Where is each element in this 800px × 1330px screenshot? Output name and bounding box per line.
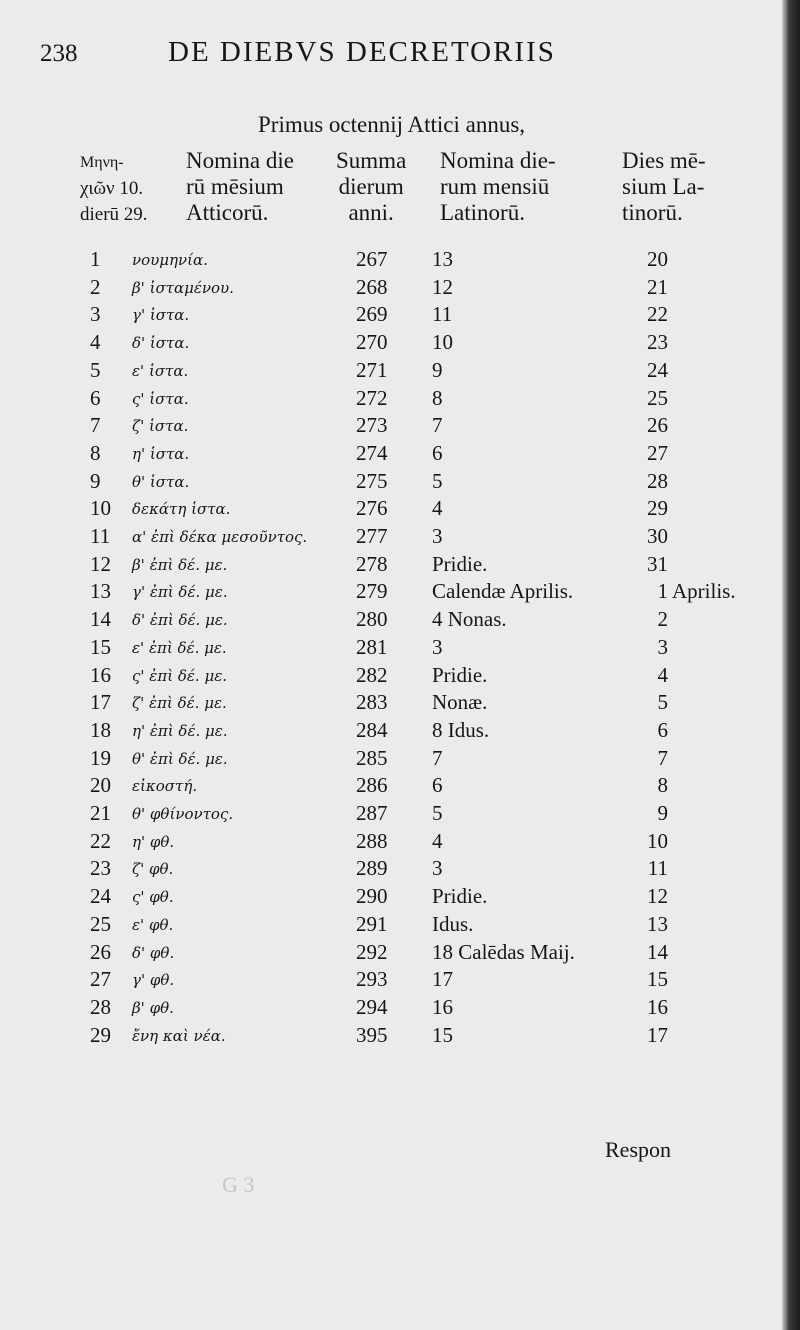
header-line: rum mensiū <box>440 174 550 199</box>
latin-day-name: 8 <box>432 385 443 410</box>
table-row <box>0 829 782 859</box>
greek-day-name: β' φθ. <box>132 998 174 1017</box>
greek-day-name: θ' φθίνοντος. <box>132 805 234 823</box>
greek-day-name: β' ἱσταμένου. <box>132 278 234 297</box>
row-number: 8 <box>90 440 101 465</box>
latin-day-name: 4 <box>432 496 443 521</box>
day-of-year: 286 <box>356 773 388 798</box>
header-line: Nomina die <box>186 148 294 173</box>
greek-day-name: δ' ἐπὶ δέ. με. <box>132 611 228 630</box>
page-number: 238 <box>40 40 78 67</box>
greek-day-name: εἰκοστή. <box>132 777 198 796</box>
table-row <box>0 386 782 416</box>
table-row <box>0 441 782 471</box>
table-row <box>0 773 782 803</box>
greek-day-name: δ' ἱστα. <box>132 334 190 353</box>
greek-day-name: δ' φθ. <box>132 943 175 962</box>
latin-day-name: Pridie. <box>432 884 488 909</box>
day-of-year: 278 <box>356 551 388 576</box>
latin-day-name: 6 <box>432 440 443 465</box>
latin-day-name: 10 <box>432 330 453 355</box>
greek-day-name: ζ' ἱστα. <box>132 417 189 436</box>
latin-day-number: 10 <box>647 828 668 853</box>
row-number: 24 <box>90 884 111 909</box>
row-number: 11 <box>90 524 111 548</box>
table-row <box>0 247 782 277</box>
latin-day-name: 12 <box>432 274 453 299</box>
greek-day-name: η' φθ. <box>132 832 175 851</box>
day-of-year: 272 <box>356 385 388 410</box>
day-of-year: 289 <box>356 856 388 881</box>
table-row <box>0 275 782 305</box>
day-of-year: 277 <box>356 524 388 548</box>
day-of-year: 280 <box>356 607 388 632</box>
greek-day-name: γ' ἱστα. <box>132 306 190 325</box>
latin-day-number: 30 <box>647 524 668 548</box>
table-row <box>0 330 782 360</box>
latin-day-name: 16 <box>432 994 453 1019</box>
greek-day-name: ζ' φθ. <box>132 860 174 879</box>
latin-day-number: 13 <box>647 911 668 936</box>
row-number: 10 <box>90 496 111 521</box>
table-row <box>0 1023 782 1053</box>
latin-day-number: 31 <box>647 551 668 576</box>
latin-day-number: 14 <box>647 939 668 964</box>
latin-day-number: 27 <box>647 440 668 465</box>
greek-day-name: θ' ἐπὶ δέ. με. <box>132 749 228 768</box>
latin-day-number: 21 <box>647 274 668 299</box>
day-of-year: 271 <box>356 357 388 382</box>
latin-day-number: 3 <box>657 634 668 659</box>
row-number: 15 <box>90 634 111 659</box>
running-title: DE DIEBVS DECRETORIIS <box>168 36 556 68</box>
row-number: 2 <box>90 274 101 299</box>
latin-day-name: 15 <box>432 1022 453 1047</box>
latin-day-number: 23 <box>647 330 668 355</box>
header-line: Summa <box>336 148 407 173</box>
latin-day-name: 7 <box>432 413 443 438</box>
table-row <box>0 552 782 582</box>
greek-day-name: β' ἐπὶ δέ. με. <box>132 555 228 574</box>
row-number: 7 <box>90 413 101 438</box>
latin-day-name: 17 <box>432 967 453 992</box>
latin-day-number: 22 <box>647 302 668 327</box>
row-number: 25 <box>90 911 111 936</box>
greek-day-name: θ' ἱστα. <box>132 472 190 491</box>
day-of-year: 294 <box>356 994 388 1019</box>
header-line: sium La- <box>622 174 705 199</box>
day-of-year: 291 <box>356 911 388 936</box>
row-number: 27 <box>90 967 111 992</box>
row-number: 28 <box>90 994 111 1019</box>
latin-day-name: Nonæ. <box>432 690 488 715</box>
greek-day-name: δεκάτη ἱστα. <box>132 500 231 519</box>
row-number: 3 <box>90 302 101 327</box>
latin-day-name: Pridie. <box>432 662 488 687</box>
header-line: Μηνη- <box>80 154 124 171</box>
header-line: Atticorū. <box>186 200 269 225</box>
greek-day-name: γ' ἐπὶ δέ. με. <box>132 583 228 602</box>
row-number: 1 <box>90 247 101 271</box>
catchword: Respon <box>605 1137 671 1162</box>
latin-day-number: 4 <box>657 662 668 687</box>
day-of-year: 283 <box>356 690 388 715</box>
table-row <box>0 579 782 609</box>
latin-day-name: Pridie. <box>432 551 488 576</box>
row-number: 20 <box>90 773 111 798</box>
row-number: 13 <box>90 579 111 604</box>
table-row <box>0 690 782 720</box>
latin-day-number: 15 <box>647 967 668 992</box>
row-number: 6 <box>90 385 101 410</box>
row-number: 29 <box>90 1022 111 1047</box>
latin-day-number: 11 <box>647 856 668 881</box>
latin-day-number: 16 <box>647 994 668 1019</box>
table-title: Primus octennij Attici annus, <box>258 112 526 137</box>
latin-day-name: 11 <box>432 302 453 327</box>
latin-day-number: 25 <box>647 385 668 410</box>
greek-day-name: ε' ἱστα. <box>132 361 189 380</box>
latin-day-number: 9 <box>657 801 668 825</box>
day-of-year: 284 <box>356 717 388 742</box>
day-of-year: 275 <box>356 468 388 493</box>
row-number: 14 <box>90 607 111 632</box>
greek-day-name: ς' φθ. <box>132 888 174 907</box>
greek-day-name: ε' ἐπὶ δέ. με. <box>132 638 227 657</box>
header-line: rū mēsium <box>186 174 284 199</box>
row-number: 5 <box>90 357 101 382</box>
month-note: Aprilis. <box>672 579 736 604</box>
latin-day-name: 3 <box>432 524 443 548</box>
row-number: 16 <box>90 662 111 687</box>
signature-mark: G 3 <box>222 1172 255 1197</box>
day-of-year: 268 <box>356 274 388 299</box>
header-dies-latini <box>622 148 706 226</box>
row-number: 12 <box>90 551 111 576</box>
latin-day-number: 17 <box>647 1022 668 1047</box>
latin-day-name: 6 <box>432 773 443 798</box>
header-line: Nomina die- <box>440 148 556 173</box>
greek-day-name: ς' ἐπὶ δέ. με. <box>132 666 228 685</box>
header-line: tinorū. <box>622 200 683 225</box>
table-row <box>0 746 782 776</box>
greek-day-name: α' ἐπὶ δέκα μεσοῦντος. <box>132 528 308 546</box>
day-of-year: 279 <box>356 579 388 604</box>
latin-day-number: 8 <box>657 773 668 798</box>
day-of-year: 281 <box>356 634 388 659</box>
greek-day-name: ε' φθ. <box>132 915 174 934</box>
latin-day-number: 5 <box>657 690 668 715</box>
latin-day-number: 12 <box>647 884 668 909</box>
day-of-year: 274 <box>356 440 388 465</box>
row-number: 23 <box>90 856 111 881</box>
latin-day-name: 5 <box>432 468 443 493</box>
table-row <box>0 635 782 665</box>
greek-day-name: ς' ἱστα. <box>132 389 189 408</box>
row-number: 9 <box>90 468 101 493</box>
latin-day-name: 8 Idus. <box>432 717 490 742</box>
table-row <box>0 995 782 1025</box>
latin-day-name: 7 <box>432 745 443 770</box>
table-row <box>0 884 782 914</box>
table-row <box>0 940 782 970</box>
latin-day-name: 13 <box>432 247 453 271</box>
latin-day-name: 4 <box>432 828 443 853</box>
greek-day-name: γ' φθ. <box>132 971 175 990</box>
table-row <box>0 912 782 942</box>
header-line: Dies mē- <box>622 148 706 173</box>
latin-day-number: 20 <box>647 247 668 271</box>
day-of-year: 287 <box>356 801 388 825</box>
table-row <box>0 607 782 637</box>
latin-day-name: 9 <box>432 357 443 382</box>
header-summa <box>336 148 406 226</box>
table-row <box>0 524 782 554</box>
latin-day-name: 5 <box>432 801 443 825</box>
latin-day-name: 3 <box>432 634 443 659</box>
row-number: 18 <box>90 717 111 742</box>
greek-day-name: ἔνη καὶ νέα. <box>132 1026 226 1045</box>
row-number: 17 <box>90 690 111 715</box>
header-line: dierum <box>338 174 404 199</box>
latin-day-name: 18 Calēdas Maij. <box>432 939 575 964</box>
latin-day-name: 3 <box>432 856 443 881</box>
latin-day-number: 26 <box>647 413 668 438</box>
table-row <box>0 718 782 748</box>
greek-day-name: η' ἱστα. <box>132 444 190 463</box>
row-number: 4 <box>90 330 101 355</box>
latin-day-number: 29 <box>647 496 668 521</box>
header-line: χιῶν 10. <box>80 178 144 199</box>
latin-day-number: 7 <box>657 745 668 770</box>
day-of-year: 269 <box>356 302 388 327</box>
table-row <box>0 967 782 997</box>
table-row <box>0 663 782 693</box>
day-of-year: 288 <box>356 828 388 853</box>
latin-day-number: 2 <box>657 607 668 632</box>
day-of-year: 395 <box>356 1022 388 1047</box>
day-of-year: 273 <box>356 413 388 438</box>
day-of-year: 290 <box>356 884 388 909</box>
day-of-year: 267 <box>356 247 388 271</box>
greek-day-name: νουμηνία. <box>132 251 208 269</box>
header-mensium <box>80 150 148 228</box>
header-line: Latinorū. <box>440 200 525 225</box>
table-row <box>0 413 782 443</box>
day-of-year: 276 <box>356 496 388 521</box>
day-of-year: 270 <box>356 330 388 355</box>
header-line: anni. <box>348 200 394 225</box>
latin-day-name: 4 Nonas. <box>432 607 507 632</box>
table-row <box>0 469 782 499</box>
header-line: dierū 29. <box>80 204 148 225</box>
latin-day-number: 24 <box>647 357 668 382</box>
header-nomina-latina <box>440 148 556 226</box>
day-of-year: 293 <box>356 967 388 992</box>
greek-day-name: ζ' ἐπὶ δέ. με. <box>132 694 227 713</box>
table-row <box>0 801 782 831</box>
table-row <box>0 856 782 886</box>
row-number: 19 <box>90 745 111 770</box>
day-of-year: 292 <box>356 939 388 964</box>
latin-day-number: 1 <box>657 579 668 604</box>
day-of-year: 282 <box>356 662 388 687</box>
table-row <box>0 496 782 526</box>
page-edge <box>782 0 800 1330</box>
day-of-year: 285 <box>356 745 388 770</box>
latin-day-name: Idus. <box>432 911 474 936</box>
row-number: 21 <box>90 801 111 825</box>
row-number: 22 <box>90 828 111 853</box>
greek-day-name: η' ἐπὶ δέ. με. <box>132 721 228 740</box>
latin-day-number: 6 <box>657 717 668 742</box>
table-row <box>0 302 782 332</box>
row-number: 26 <box>90 939 111 964</box>
latin-day-name: Calendæ Aprilis. <box>432 579 574 604</box>
table-row <box>0 358 782 388</box>
header-nomina-attica <box>186 148 294 226</box>
latin-day-number: 28 <box>647 468 668 493</box>
